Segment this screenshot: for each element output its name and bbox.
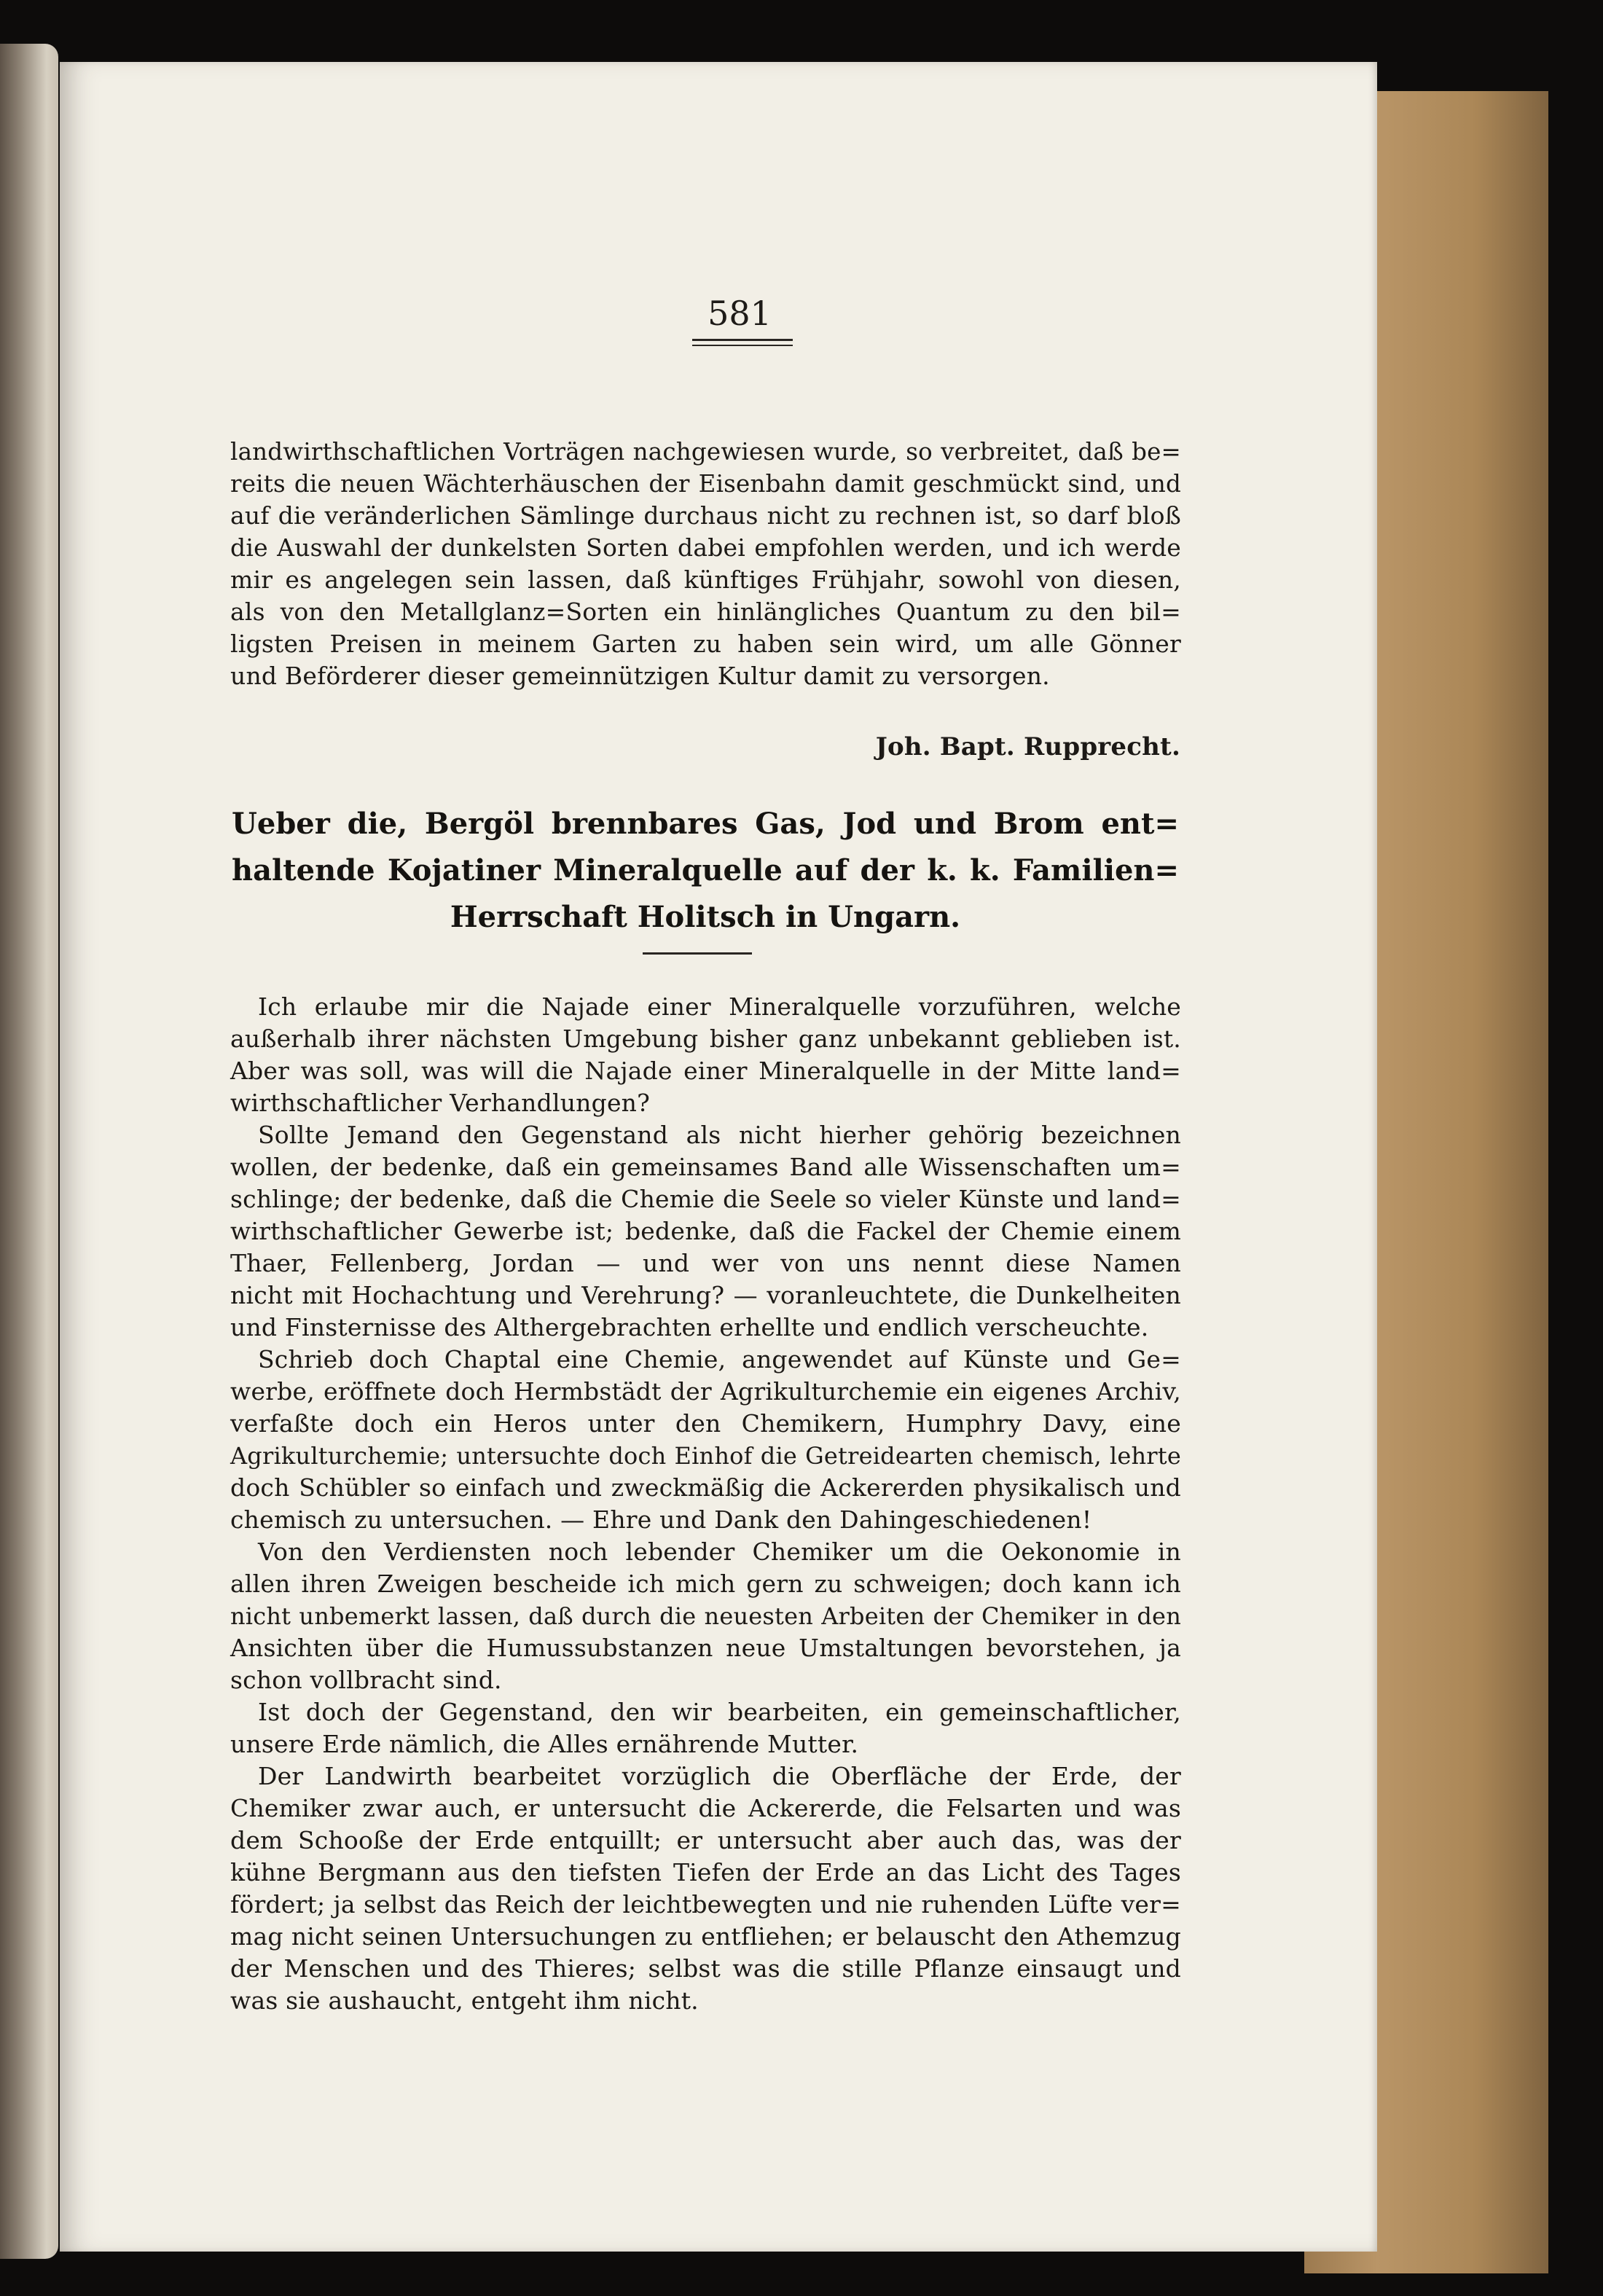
text-line: der Menschen und des Thieres; selbst was die stille Pflanze einsaugt und	[230, 1954, 1181, 1983]
text-line: Agrikulturchemie; untersuchte doch Einhof die Getreidearten chemisch, lehrte	[230, 1442, 1181, 1470]
article-title-line: Ueber die, Bergöl brennbares Gas, Jod und Brom ent=	[232, 807, 1179, 841]
author-signature: Joh. Bapt. Rupprecht.	[875, 732, 1180, 761]
text-line: unsere Erde nämlich, die Alles ernährende Mutter.	[230, 1730, 859, 1758]
text-line: außerhalb ihrer nächsten Umgebung bisher ganz unbekannt geblieben ist.	[230, 1024, 1181, 1053]
text-line: nicht unbemerkt lassen, daß durch die neuesten Arbeiten der Chemiker in den	[230, 1602, 1181, 1630]
text-line: Thaer, Fellenberg, Jordan — und wer von uns nennt diese Namen	[230, 1249, 1181, 1277]
text-line: Sollte Jemand den Gegenstand als nicht hierher gehörig bezeichnen	[258, 1121, 1181, 1149]
title-rule	[643, 952, 752, 955]
text-line: doch Schübler so einfach und zweckmäßig die Ackererden physikalisch und	[230, 1473, 1181, 1502]
text-line: mir es angelegen sein lassen, daß künftiges Frühjahr, sowohl von diesen,	[230, 565, 1181, 594]
text-line: mag nicht seinen Untersuchungen zu entfliehen; er belauscht den Athemzug	[230, 1922, 1181, 1951]
text-line: Ich erlaube mir die Najade einer Mineralquelle vorzuführen, welche	[258, 992, 1181, 1021]
text-line: Schrieb doch Chaptal eine Chemie, angewendet auf Künste und Ge=	[258, 1345, 1181, 1374]
text-line: was sie aushaucht, entgeht ihm nicht.	[230, 1986, 699, 2015]
text-line: Aber was soll, was will die Najade einer Mineralquelle in der Mitte land=	[230, 1057, 1181, 1085]
text-line: Ansichten über die Humussubstanzen neue Umstaltungen bevorstehen, ja	[230, 1634, 1181, 1662]
text-line: als von den Metallglanz=Sorten ein hinlängliches Quantum zu den bil=	[230, 597, 1181, 626]
page-number-rule-double	[692, 345, 793, 346]
text-line: Chemiker zwar auch, er untersucht die Ackererde, die Felsarten und was	[230, 1794, 1181, 1822]
text-line: kühne Bergmann aus den tiefsten Tiefen der Erde an das Licht des Tages	[230, 1858, 1181, 1886]
left-page-edge	[0, 44, 58, 2259]
text-line: chemisch zu untersuchen. — Ehre und Dank den Dahingeschiedenen!	[230, 1505, 1092, 1534]
page-number-rule	[692, 339, 793, 341]
text-line: nicht mit Hochachtung und Verehrung? — voranleuchtete, die Dunkelheiten	[230, 1281, 1181, 1309]
page-number: 581	[708, 294, 772, 333]
text-line: die Auswahl der dunkelsten Sorten dabei empfohlen werden, und ich werde	[230, 533, 1181, 562]
text-line: verfaßte doch ein Heros unter den Chemikern, Humphry Davy, eine	[230, 1409, 1181, 1438]
text-line: wollen, der bedenke, daß ein gemeinsames Band alle Wissenschaften um=	[230, 1153, 1181, 1181]
book-page	[60, 62, 1377, 2252]
text-line: Ist doch der Gegenstand, den wir bearbeiten, ein gemeinschaftlicher,	[258, 1698, 1181, 1726]
text-line: und Beförderer dieser gemeinnützigen Kultur damit zu versorgen.	[230, 662, 1050, 690]
text-line: Von den Verdiensten noch lebender Chemiker um die Oekonomie in	[258, 1537, 1181, 1566]
text-line: wirthschaftlicher Gewerbe ist; bedenke, daß die Fackel der Chemie einem	[230, 1217, 1181, 1245]
text-line: landwirthschaftlichen Vorträgen nachgewiesen wurde, so verbreitet, daß be=	[230, 438, 1181, 466]
text-line: werbe, eröffnete doch Hermbstädt der Agrikulturchemie ein eigenes Archiv,	[230, 1377, 1181, 1406]
text-line: fördert; ja selbst das Reich der leichtbewegten und nie ruhenden Lüfte ver=	[230, 1890, 1181, 1919]
text-line: wirthschaftlicher Verhandlungen?	[230, 1089, 651, 1117]
text-line: Der Landwirth bearbeitet vorzüglich die Oberfläche der Erde, der	[258, 1762, 1181, 1790]
text-line: dem Schooße der Erde entquillt; er untersucht aber auch das, was der	[230, 1826, 1181, 1854]
text-line: reits die neuen Wächterhäuschen der Eisenbahn damit geschmückt sind, und	[230, 470, 1181, 498]
text-line: auf die veränderlichen Sämlinge durchaus nicht zu rechnen ist, so darf bloß	[230, 501, 1181, 530]
text-line: ligsten Preisen in meinem Garten zu haben sein wird, um alle Gönner	[230, 630, 1181, 658]
text-line: allen ihren Zweigen bescheide ich mich gern zu schweigen; doch kann ich	[230, 1570, 1181, 1598]
text-line: und Finsternisse des Althergebrachten erhellte und endlich verscheuchte.	[230, 1313, 1149, 1341]
article-title-line: Herrschaft Holitsch in Ungarn.	[450, 900, 961, 934]
text-line: schlinge; der bedenke, daß die Chemie die Seele so vieler Künste und land=	[230, 1185, 1181, 1213]
text-line: schon vollbracht sind.	[230, 1666, 502, 1694]
article-title-line: haltende Kojatiner Mineralquelle auf der k. k. Familien=	[232, 853, 1179, 888]
